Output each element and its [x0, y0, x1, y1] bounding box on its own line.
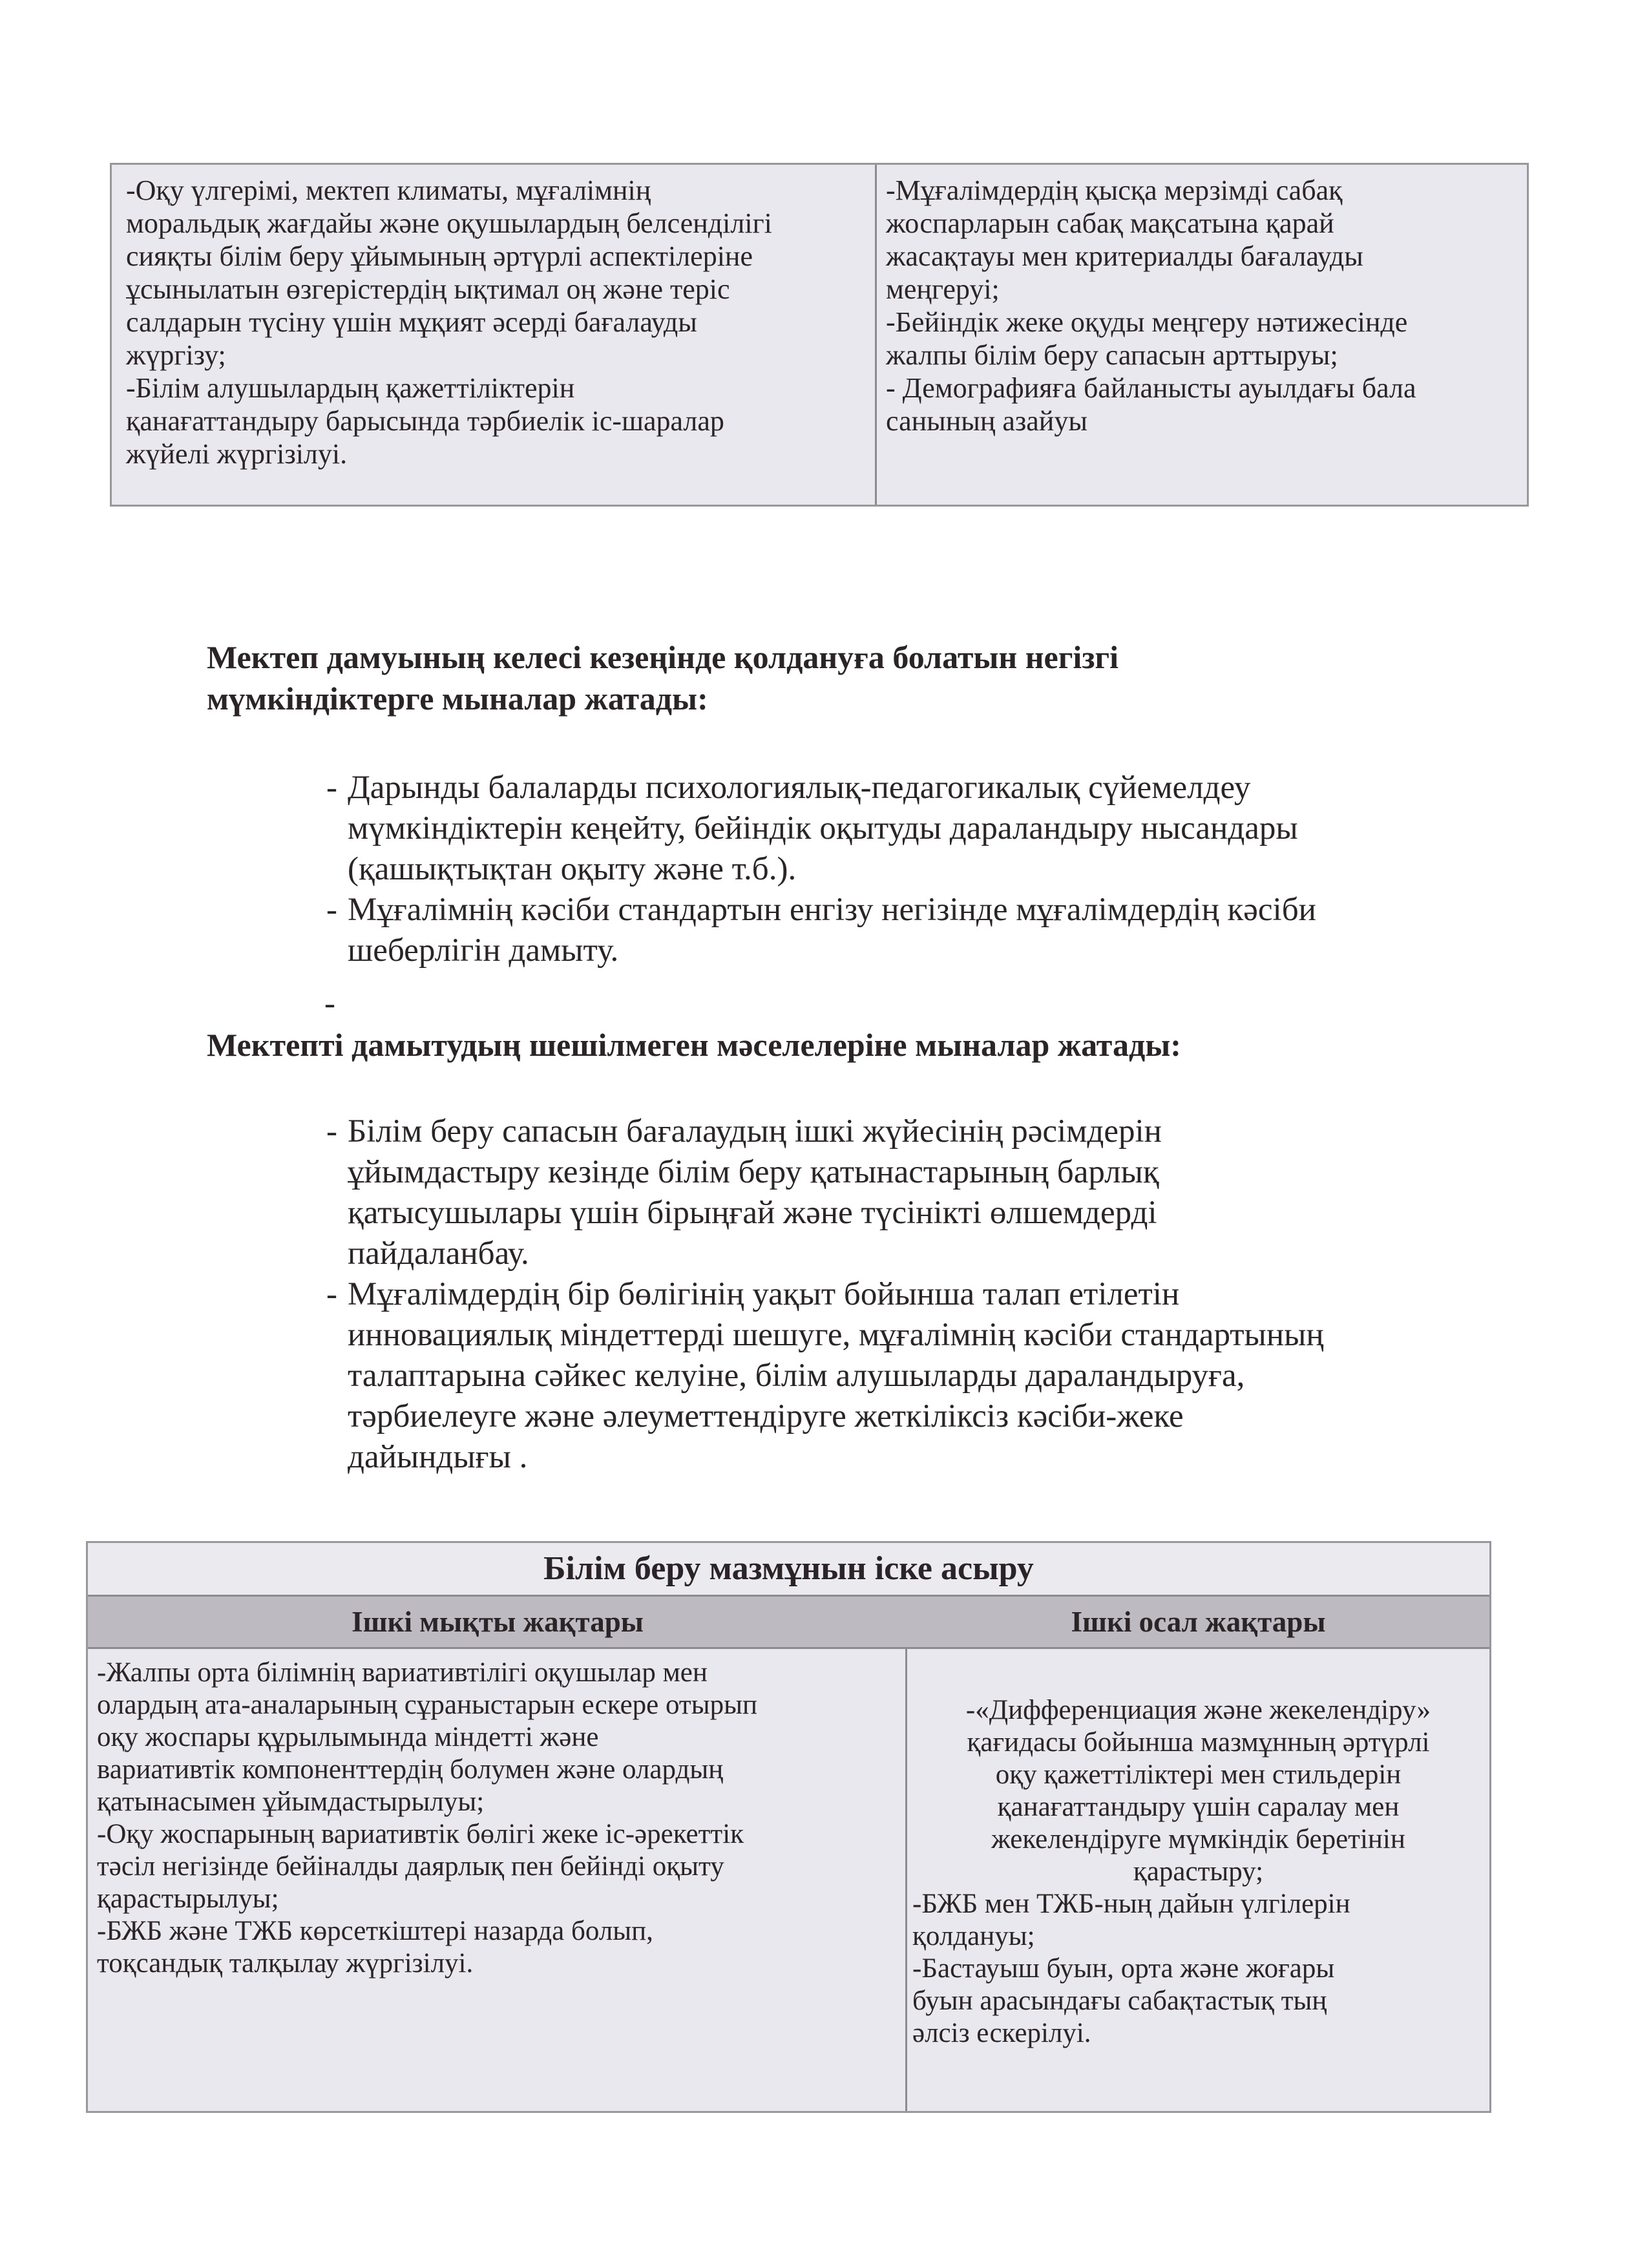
- item-line: Дарынды балаларды психологиялық-педагогикалық сүйемелдеу: [348, 770, 1251, 806]
- cell-line: қатынасымен ұйымдастырылуы;: [97, 1787, 485, 1817]
- cell-line: санының азайуы: [886, 405, 1087, 437]
- item-line: ұйымдастыру кезінде білім беру қатынастарының барлық: [348, 1154, 1159, 1190]
- item-line: қатысушылары үшін бірыңғай және түсінікті өлшемдерді: [348, 1195, 1157, 1231]
- cell-line: қарастыру;: [1133, 1856, 1264, 1887]
- cell-line: -Мұғалімдердің қысқа мерзімді сабақ: [886, 174, 1343, 206]
- cell-line: -Оқу жоспарының вариативтік бөлігі жеке іс-әрекеттік: [97, 1819, 744, 1849]
- table-cell-right: [877, 165, 1531, 505]
- cell-line: ұсынылатын өзгерістердің ықтимал оң және теріс: [126, 273, 730, 305]
- column-header-strengths: Ішкі мықты жақтары: [352, 1606, 644, 1638]
- list-item: [326, 890, 1316, 971]
- item-line: Мұғалімнің кәсіби стандартын енгізу негізінде мұғалімдердің кәсіби: [348, 892, 1316, 928]
- item-line: Мұғалімдердің бір бөлігінің уақыт бойынша талап етілетін: [348, 1276, 1180, 1312]
- table-title: Білім беру мазмұнын іске асыру: [88, 1543, 1489, 1597]
- table-header-row: [88, 1597, 1489, 1649]
- item-line: дайындығы .: [348, 1439, 528, 1475]
- cell-line: вариативтік компоненттердің болумен және олардың: [97, 1754, 724, 1785]
- cell-line: тоқсандық талқылау жүргізілуі.: [97, 1948, 474, 1979]
- cell-line: моральдық жағдайы және оқушылардың белсенділігі: [126, 207, 772, 239]
- weaknesses-cell: [907, 1649, 1489, 2111]
- item-line: Білім беру сапасын бағалаудың ішкі жүйесінің рәсімдерін: [348, 1113, 1162, 1150]
- cell-line: -«Дифференциация және жекелендіру»: [965, 1695, 1431, 1725]
- cell-line: жекелендіруге мүмкіндік беретінін: [991, 1824, 1405, 1854]
- table-body-row: [88, 1649, 1489, 2111]
- cell-line: -БЖБ және ТЖБ көрсеткіштері назарда болып,: [97, 1916, 653, 1946]
- cell-line: әлсіз ескерілуі.: [912, 2018, 1091, 2048]
- cell-line: олардың ата-аналарының сұраныстарын ескере отырып: [97, 1690, 758, 1720]
- content-implementation-table: [86, 1541, 1491, 2113]
- cell-line: -Оқу үлгерімі, мектеп климаты, мұғалімнің: [126, 174, 651, 206]
- heading-line: Мектеп дамуының келесі кезеңінде қолдануға болатын негізгі: [207, 639, 1119, 675]
- item-line: инновациялық міндеттерді шешуге, мұғалімнің кәсіби стандартының: [348, 1317, 1324, 1353]
- cell-line: - Демографияға байланысты ауылдағы бала: [886, 372, 1416, 404]
- item-line: пайдаланбау.: [348, 1235, 529, 1272]
- problems-list: [326, 1111, 1324, 1478]
- cell-line: -Жалпы орта білімнің вариативтілігі оқушылар мен: [97, 1657, 708, 1688]
- bullet-dash: -: [326, 892, 337, 928]
- cell-line: сияқты білім беру ұйымының әртүрлі аспектілеріне: [126, 240, 753, 272]
- cell-line: оқу қажеттіліктері мен стильдерін: [995, 1759, 1402, 1790]
- cell-line: тәсіл негізінде бейіналды даярлық пен бейінді оқыту: [97, 1851, 724, 1882]
- cell-line: меңгеруі;: [886, 273, 1000, 305]
- opportunities-heading: [207, 636, 1119, 719]
- bullet-dash: -: [326, 770, 337, 806]
- cell-line: қарастырылуы;: [97, 1884, 279, 1914]
- cell-line: қолдануы;: [912, 1921, 1035, 1951]
- swot-table-continued: [110, 163, 1529, 507]
- bullet-dash: -: [326, 1276, 337, 1312]
- cell-line: жалпы білім беру сапасын арттыруы;: [886, 339, 1338, 371]
- strengths-cell: [88, 1649, 907, 2111]
- opportunities-list: [326, 768, 1316, 971]
- item-line: талаптарына сәйкес келуіне, білім алушыларды дараландыруға,: [348, 1358, 1245, 1394]
- cell-line: салдарын түсіну үшін мұқият әсерді бағалауды: [126, 306, 697, 338]
- heading-line: мүмкіндіктерге мыналар жатады:: [207, 680, 708, 717]
- item-line: шеберлігін дамыту.: [348, 932, 619, 969]
- cell-line: жоспарларын сабақ мақсатына қарай: [886, 207, 1334, 239]
- cell-line: жасақтауы мен критериалды бағалауды: [886, 240, 1363, 272]
- cell-line: қанағаттандыру барысында тәрбиелік іс-шаралар: [126, 405, 724, 437]
- list-item: [326, 768, 1316, 890]
- cell-line: буын арасындағы сабақтастық тың: [912, 1986, 1327, 2016]
- cell-line: қанағаттандыру үшін саралау мен: [997, 1792, 1400, 1822]
- list-item: [326, 1274, 1324, 1478]
- list-item: [326, 1111, 1324, 1274]
- problems-heading: Мектепті дамытудың шешілмеген мәселелеріне мыналар жатады:: [207, 1027, 1181, 1063]
- column-header-weaknesses: Ішкі осал жақтары: [1071, 1606, 1326, 1638]
- cell-line: оқу жоспары құрылымында міндетті және: [97, 1722, 599, 1752]
- empty-bullet-dash: -: [324, 985, 335, 1022]
- table-cell-left: [112, 165, 877, 505]
- item-line: тәрбиелеуге және әлеуметтендіруге жеткіліксіз кәсіби-жеке: [348, 1398, 1184, 1434]
- cell-line: қағидасы бойынша мазмұнның әртүрлі: [967, 1727, 1430, 1758]
- item-line: мүмкіндіктерін кеңейту, бейіндік оқытуды дараландыру нысандары: [348, 810, 1298, 846]
- cell-line: -Білім алушылардың қажеттіліктерін: [126, 372, 575, 404]
- cell-line: жүргізу;: [126, 339, 226, 371]
- cell-line: -Бейіндік жеке оқуды меңгеру нәтижесінде: [886, 306, 1408, 338]
- cell-line: жүйелі жүргізілуі.: [126, 438, 348, 470]
- cell-line: -БЖБ мен ТЖБ-ның дайын үлгілерін: [912, 1889, 1350, 1919]
- item-line: (қашықтықтан оқыту және т.б.).: [348, 851, 797, 887]
- cell-line: -Бастауыш буын, орта және жоғары: [912, 1953, 1335, 1984]
- bullet-dash: -: [326, 1113, 337, 1150]
